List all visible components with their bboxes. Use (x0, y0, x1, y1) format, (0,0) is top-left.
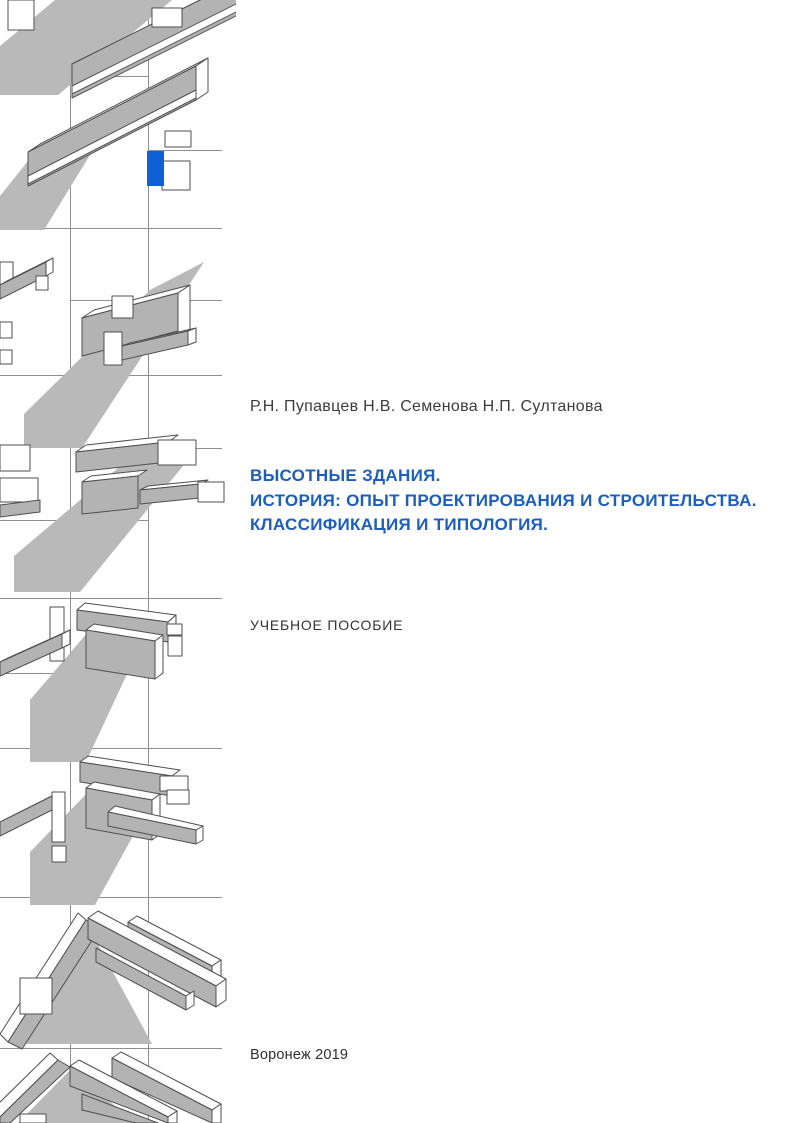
beam-cluster-1 (0, 0, 236, 230)
beam-cluster-7 (0, 1052, 221, 1123)
title-line-1: ВЫСОТНЫЕ ЗДАНИЯ. (250, 466, 441, 485)
book-title (250, 464, 757, 538)
beam-cluster-6 (0, 911, 226, 1049)
beam-cluster-3 (0, 435, 224, 592)
title-line-2: ИСТОРИЯ: ОПЫТ ПРОЕКТИРОВАНИЯ И СТРОИТЕЛЬСТВА. (250, 490, 757, 510)
imprint-city-year: Воронеж 2019 (250, 1047, 349, 1063)
title-line-3: КЛАССИФИКАЦИЯ И ТИПОЛОГИЯ. (250, 515, 549, 534)
cover-artwork (0, 0, 236, 1123)
authors-line: Р.Н. Пупавцев Н.В. Семенова Н.П. Султанова (250, 398, 603, 415)
subtitle-edition-type: УЧЕБНОЕ ПОСОБИЕ (250, 617, 404, 633)
beam-cluster-5 (0, 756, 203, 905)
beam-cluster-4 (0, 603, 182, 762)
beam-cluster-2 (0, 258, 204, 448)
blue-accent-block (147, 151, 164, 186)
